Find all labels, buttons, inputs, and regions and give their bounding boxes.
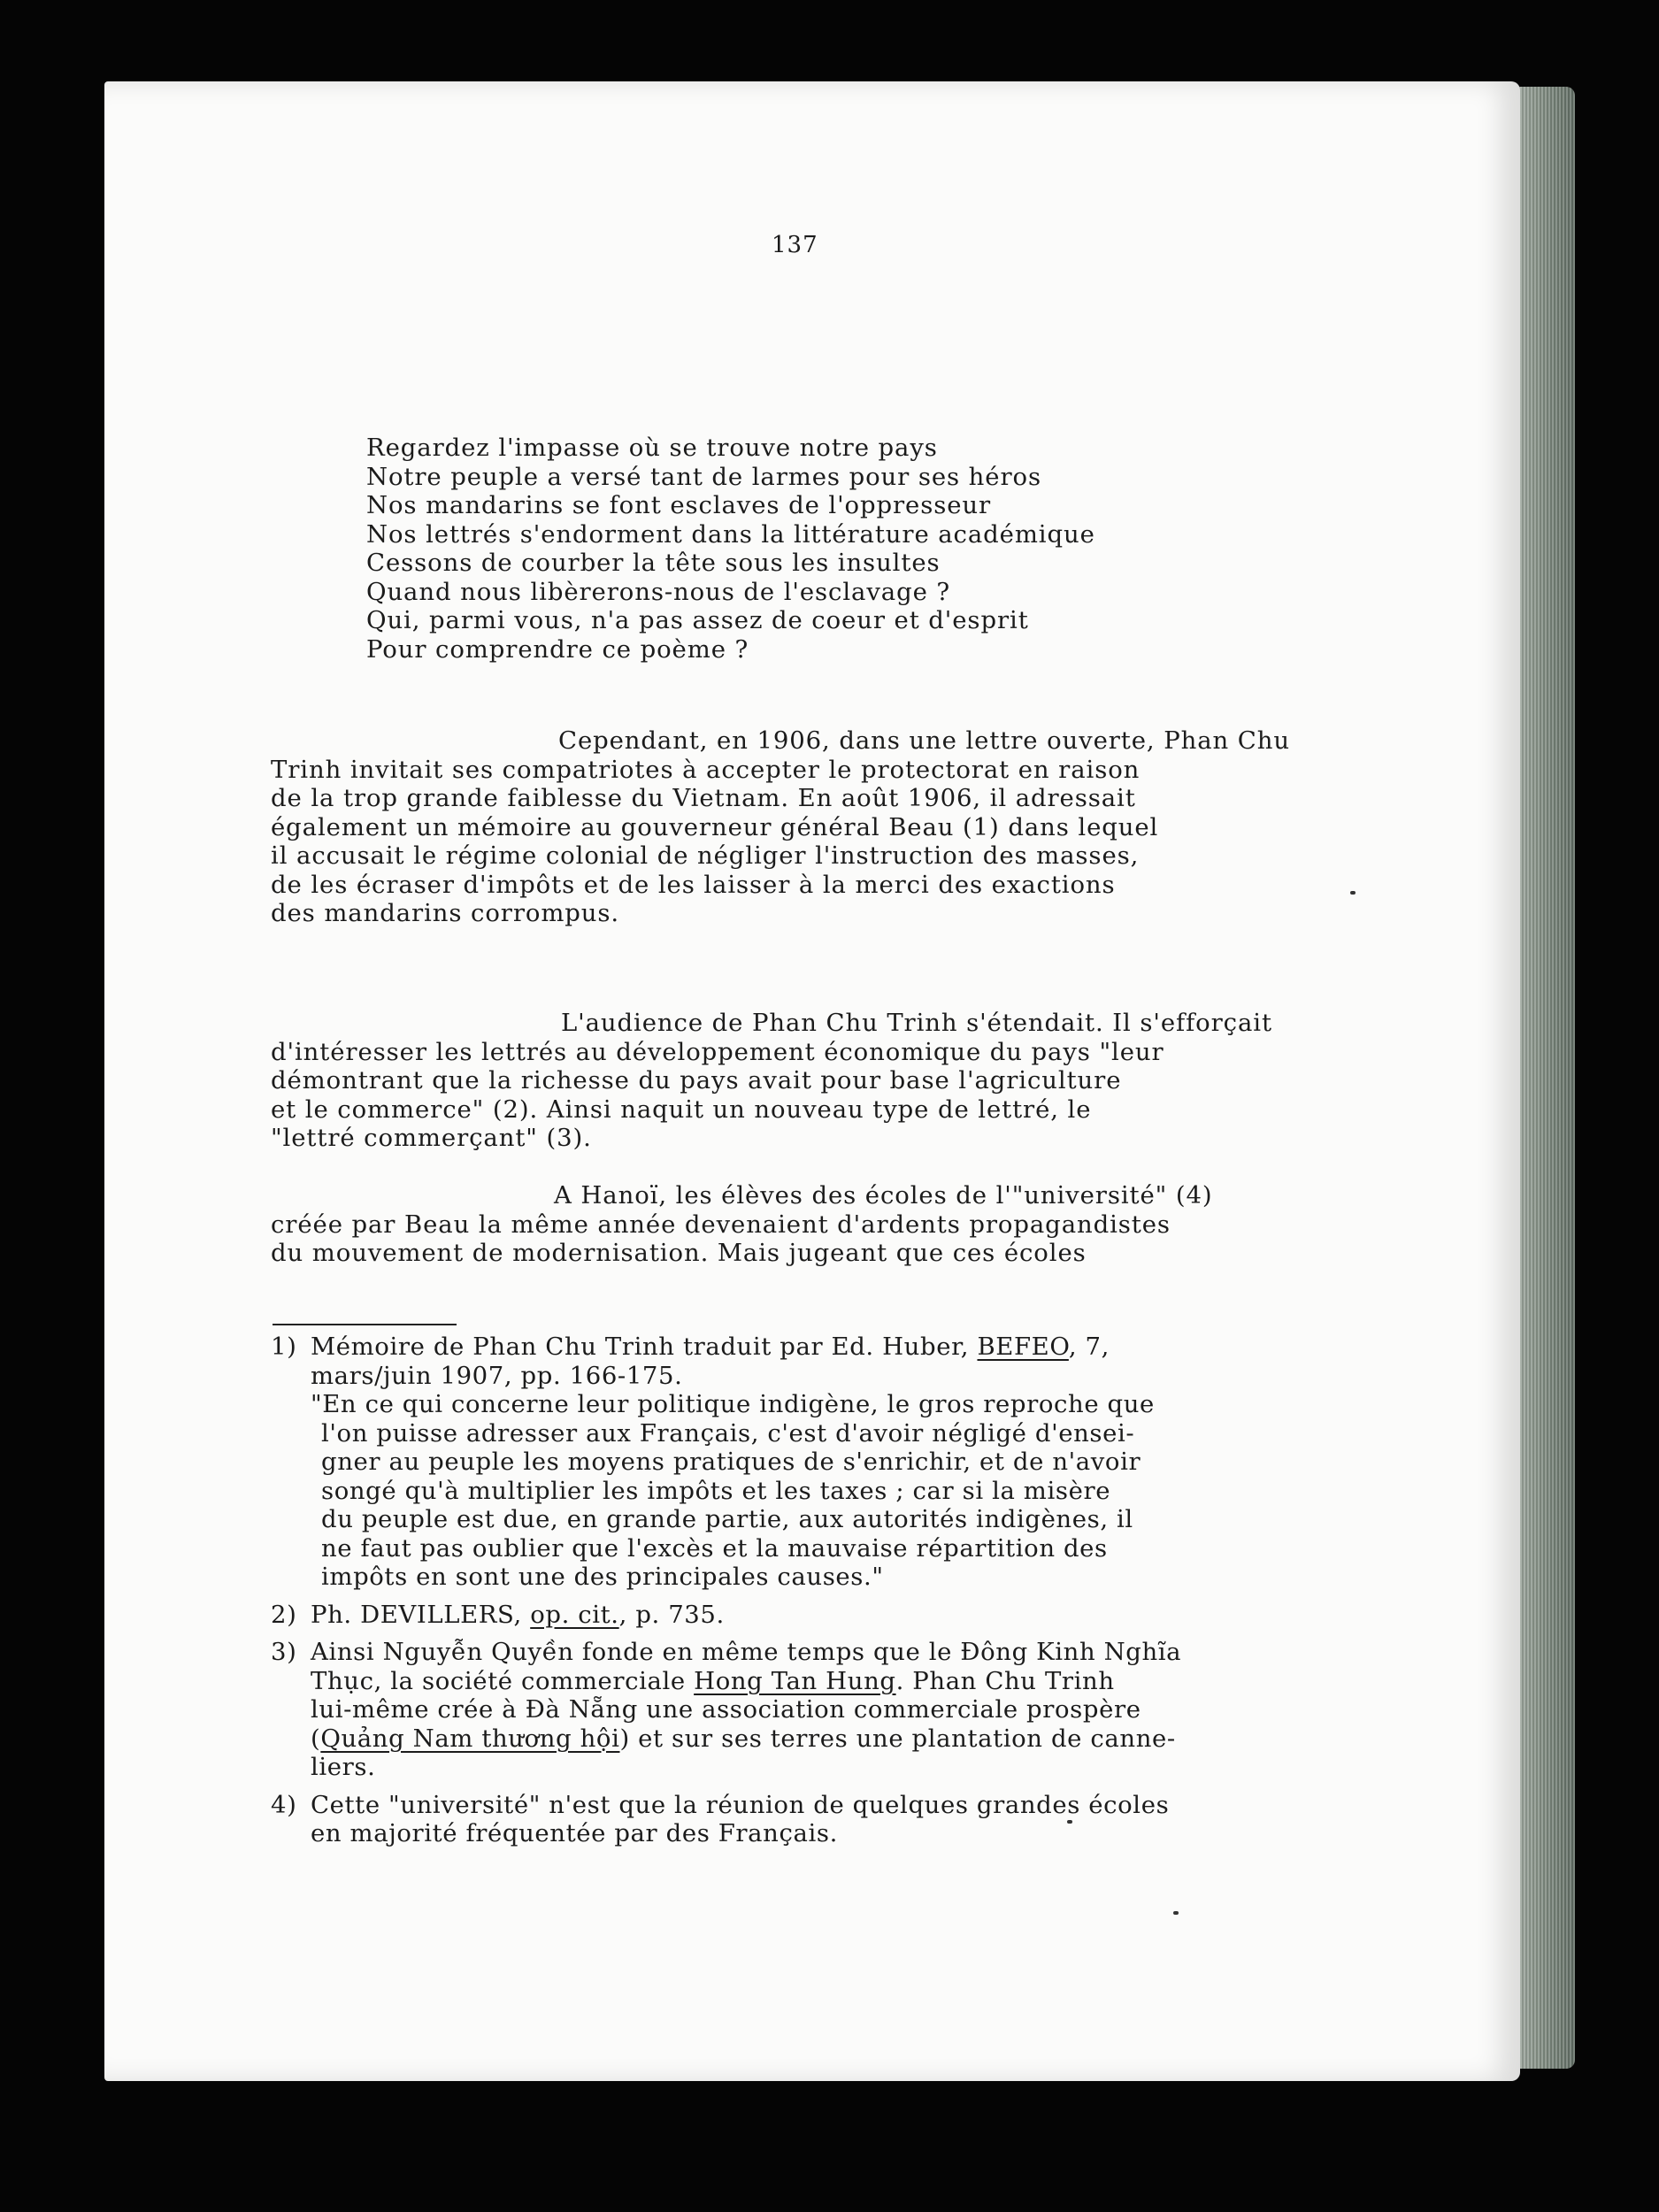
- footnote-4: [271, 1791, 1456, 1848]
- footnote-number: 3): [271, 1638, 297, 1666]
- book-page: [104, 81, 1520, 2081]
- quote-line: du peuple est due, en grande partie, aux autorités indigènes, il: [321, 1505, 1133, 1533]
- poem-line: Regardez l'impasse où se trouve notre pays: [366, 434, 938, 462]
- quote-line: impôts en sont une des principales causes.": [321, 1563, 884, 1591]
- text-line: Cependant, en 1906, dans une lettre ouverte, Phan Chu: [558, 726, 1290, 755]
- text-line: également un mémoire au gouverneur général Beau (1) dans lequel: [271, 812, 1159, 841]
- association-reference: Quảng Nam thương hội: [320, 1724, 620, 1753]
- scan-speck: [1067, 1820, 1072, 1824]
- footnote-text: , p. 735.: [618, 1600, 725, 1629]
- text-line: créée par Beau la même année devenaient d'ardents propagandistes: [271, 1210, 1171, 1239]
- footnote-separator: [273, 1324, 457, 1325]
- footnote-text: Ph. DEVILLERS,: [311, 1600, 531, 1629]
- text-line: de les écraser d'impôts et de les laisser à la merci des exactions: [271, 870, 1116, 899]
- footnote-text: Ainsi Nguyễn Quyền fonde en même temps que le Đông Kinh Nghĩa: [311, 1638, 1182, 1666]
- footnote-number: 4): [271, 1790, 297, 1819]
- citation-reference: op. cit.: [530, 1600, 619, 1629]
- text-line: L'audience de Phan Chu Trinh s'étendait. Il s'efforçait: [561, 1009, 1272, 1037]
- scan-speck: [1173, 1911, 1179, 1915]
- footnotes: [271, 1333, 1456, 1857]
- footnote-2: [271, 1601, 1456, 1630]
- footnote-text: ) et sur ses terres une plantation de canne-: [619, 1724, 1176, 1753]
- text-line: du mouvement de modernisation. Mais jugeant que ces écoles: [271, 1239, 1087, 1267]
- text-line: "lettré commerçant" (3).: [271, 1124, 592, 1152]
- page-number: 137: [772, 232, 818, 258]
- footnote-text: lui-même crée à Đà Nẵng une association commerciale prospère: [311, 1695, 1141, 1724]
- footnote-number: 2): [271, 1600, 297, 1629]
- poem-line: Quand nous libèrerons-nous de l'esclavage ?: [366, 577, 951, 606]
- poem-line: Nos lettrés s'endorment dans la littérature académique: [366, 519, 1095, 549]
- poem-line: Qui, parmi vous, n'a pas assez de coeur et d'esprit: [366, 606, 1029, 634]
- poem-block: [366, 434, 1472, 664]
- paragraph-hanoi: [271, 1181, 1421, 1268]
- footnote-text: Mémoire de Phan Chu Trinh traduit par Ed. Huber,: [311, 1333, 978, 1361]
- scan-speck: [1350, 891, 1356, 895]
- quote-line: ne faut pas oublier que l'excès et la mauvaise répartition des: [321, 1533, 1108, 1563]
- text-line: démontrant que la richesse du pays avait pour base l'agriculture: [271, 1066, 1122, 1094]
- poem-line: Cessons de courber la tête sous les insultes: [366, 549, 941, 577]
- footnote-text: (: [311, 1724, 321, 1753]
- footnote-text: , 7,: [1068, 1333, 1110, 1361]
- text-line: de la trop grande faiblesse du Vietnam. En août 1906, il adressait: [271, 784, 1136, 812]
- footnote-text: en majorité fréquentée par des Français.: [311, 1819, 838, 1847]
- text-line: d'intéresser les lettrés au développement économique du pays "leur: [271, 1037, 1164, 1066]
- poem-line: Nos mandarins se font esclaves de l'oppresseur: [366, 491, 992, 519]
- footnote-text: . Phan Chu Trinh: [895, 1666, 1115, 1695]
- footnote-text: Cette "université" n'est que la réunion de quelques grandes écoles: [311, 1790, 1170, 1819]
- company-reference: Hong Tan Hung: [694, 1666, 896, 1695]
- text-line: il accusait le régime colonial de négliger l'instruction des masses,: [271, 841, 1140, 870]
- footnote-3: [271, 1638, 1456, 1782]
- footnote-text: liers.: [311, 1753, 376, 1781]
- quote-line: gner au peuple les moyens pratiques de s'enrichir, et de n'avoir: [321, 1448, 1141, 1476]
- poem-line: Notre peuple a versé tant de larmes pour ses héros: [366, 462, 1041, 491]
- quote-line: songé qu'à multiplier les impôts et les taxes ; car si la misère: [321, 1476, 1111, 1505]
- text-line: Trinh invitait ses compatriotes à accepter le protectorat en raison: [271, 755, 1141, 784]
- footnote-1: [271, 1333, 1456, 1592]
- paragraph-audience: [271, 1009, 1421, 1153]
- footnote-number: 1): [271, 1333, 297, 1361]
- journal-reference: BEFEO: [977, 1333, 1069, 1361]
- footnote-quote: [311, 1390, 1456, 1592]
- footnote-text: mars/juin 1907, pp. 166-175.: [311, 1361, 683, 1390]
- text-line: A Hanoï, les élèves des écoles de l'"université" (4): [554, 1181, 1213, 1210]
- text-line: et le commerce" (2). Ainsi naquit un nouveau type de lettré, le: [271, 1094, 1092, 1124]
- paragraph-cependant: [271, 726, 1421, 928]
- poem-line: Pour comprendre ce poème ?: [366, 634, 749, 664]
- quote-line: "En ce qui concerne leur politique indigène, le gros reproche que: [311, 1390, 1155, 1418]
- text-line: des mandarins corrompus.: [271, 899, 620, 927]
- footnote-text: Thục, la société commerciale: [311, 1666, 695, 1695]
- quote-line: l'on puisse adresser aux Français, c'est d'avoir négligé d'ensei-: [321, 1418, 1135, 1448]
